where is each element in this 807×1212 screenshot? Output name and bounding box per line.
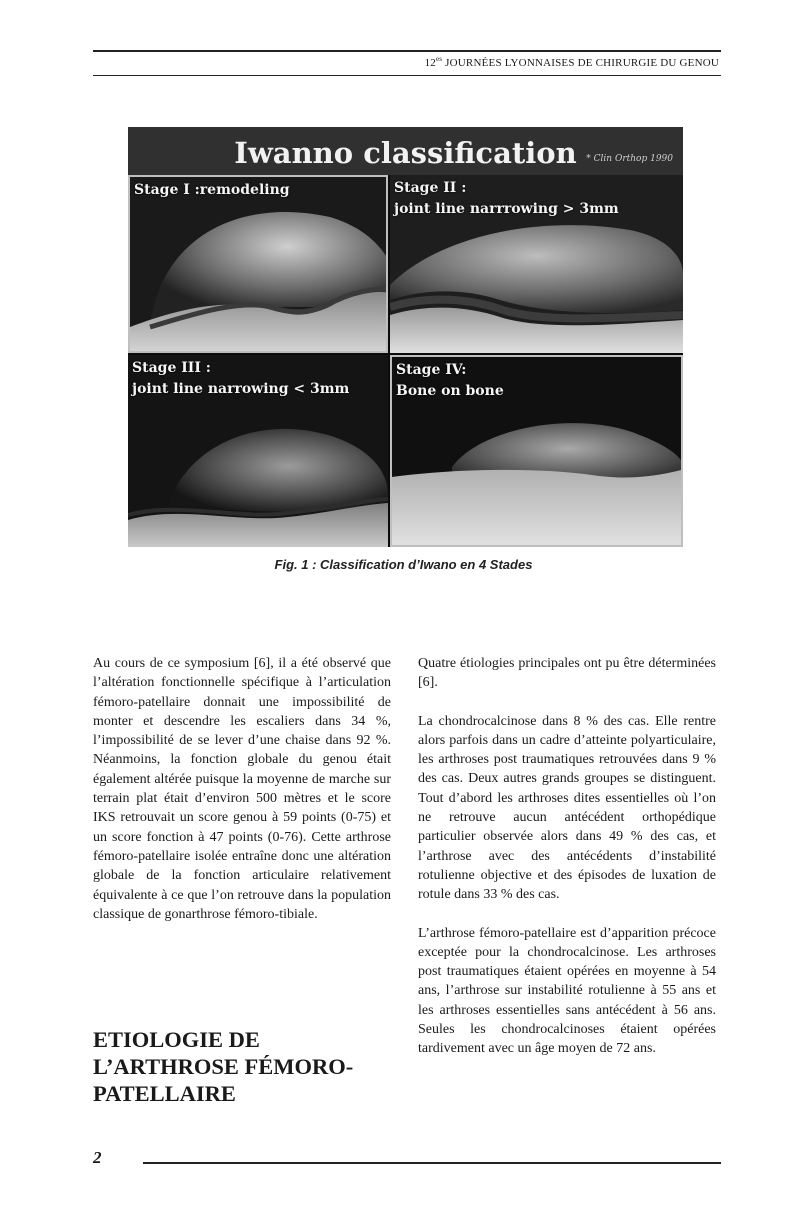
body-paragraph: Quatre étiologies principales ont pu être déterminées [6]. — [418, 656, 716, 691]
xray-panel-stage-3 — [128, 355, 388, 547]
body-paragraph: L’arthrose fémoro-patellaire est d’apparition précoce exceptée pour la chondrocalcinose. Les arthroses post traumatiques étaient opérées en moyenne à 54 ans, l’arthrose sur instabilité rotulienne à 55 ans et les arthroses essentielles sans antécédent à 56 ans. Seules les chondrocalcinoses étaient opérées tardivement avec un âge moyen de 72 ans. — [418, 925, 716, 1057]
body-paragraph: Au cours de ce symposium [6], il a été observé que l’altération fonctionnelle spécifique à l’articulation fémoro-patellaire donnait une impossibilité de monter et descendre les escaliers dans 34 %, l’impossibilité de se lever d’une chaise dans 92 %. Néanmoins, la fonction globale du genou était également altérée puisque la moyenne de marche sur terrain plat était d’environ 500 mètres et le score IKS retrouvait un score genou à 59 points (0-75) et un score fonction à 47 points (0-76). Cette arthrose fémoro-patellaire isolée entraîne donc une altération globale de la fonction articulaire relativement équivalente à ce que l’on retrouve dans la population classique de gonarthrose fémoro-tibiale. — [93, 656, 391, 922]
xray-panel-stage-4 — [390, 355, 683, 547]
right-column — [418, 654, 716, 1078]
figure-title: Iwanno classification — [128, 127, 683, 175]
header-rule-top — [93, 50, 721, 52]
xray-panel-stage-2 — [390, 175, 683, 353]
header-rule-bottom — [93, 75, 721, 76]
xray-panel-stage-1 — [128, 175, 388, 353]
section-heading: ETIOLOGIE DE L’ARTHROSE FÉMORO- PATELLAIRE — [93, 1027, 354, 1106]
figure-credit: * Clin Orthop 1990 — [586, 154, 673, 164]
figure-iwano-classification — [128, 127, 683, 547]
stage-3-label: Stage III : joint line narrowing < 3mm — [132, 360, 350, 397]
stage-2-label: Stage II : joint line narrrowing > 3mm — [394, 180, 619, 217]
stage-4-label: Stage IV: Bone on bone — [396, 362, 504, 399]
figure-caption: Fig. 1 : Classification d’Iwano en 4 Stades — [274, 557, 533, 572]
stage-1-label: Stage I :remodeling — [134, 182, 290, 198]
running-header: $12^{es}$ JOURNÉES LYONNAISES DE CHIRURGIE DU GENOU — [424, 55, 719, 69]
body-paragraph: La chondrocalcinose dans 8 % des cas. Elle rentre alors parfois dans un cadre d’atteinte polyarticulaire, les arthroses post traumatiques retrouvées dans 9 % des cas. Deux autres grands groupes se distinguent. Tout d’abord les arthroses dites essentielles où l’on ne retrouve aucun antécédent orthopédique particulier observée alors dans 49 % des cas, et l’arthrose avec des antécédents d’instabilité rotulienne objective et des épisodes de luxation de rotule dans 33 % des cas. — [418, 713, 716, 903]
page-number: 2 — [93, 1148, 102, 1167]
left-column — [93, 654, 391, 924]
footer-rule — [143, 1162, 721, 1164]
